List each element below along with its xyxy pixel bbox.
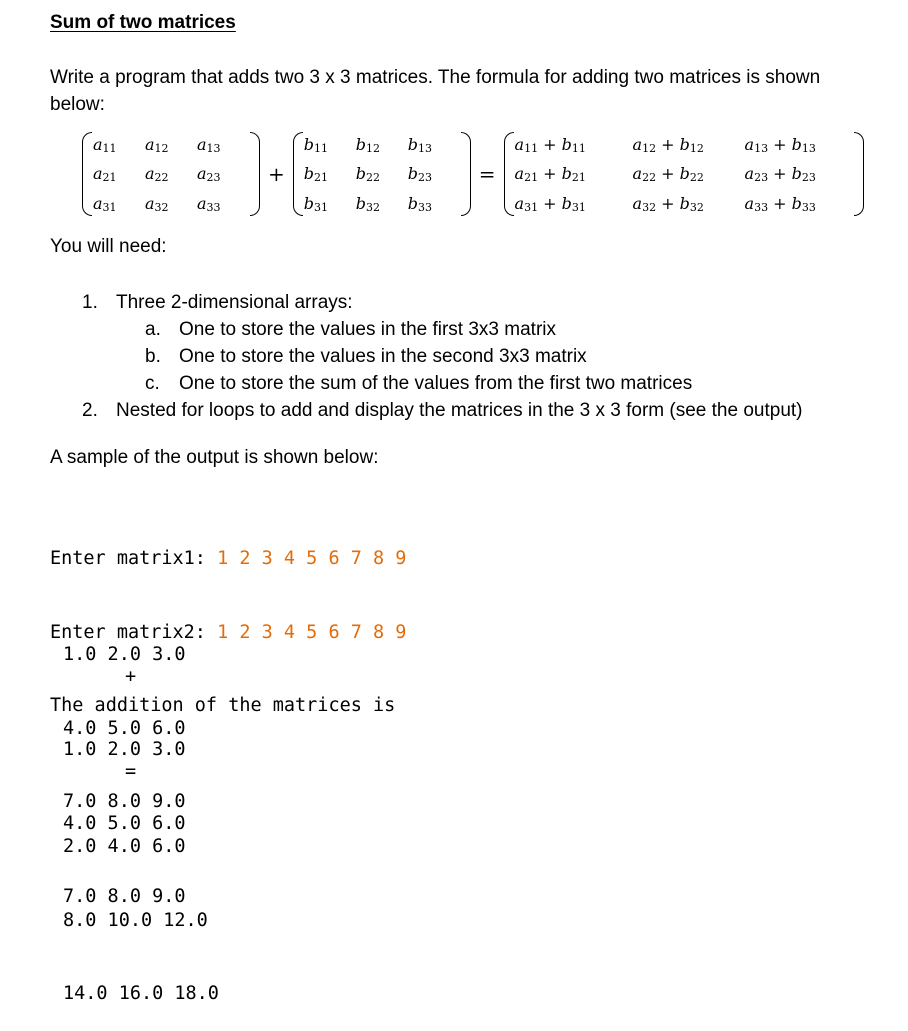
result-equals-sign: =: [125, 761, 137, 782]
matrix-element: $b_{32}$: [355, 193, 381, 214]
result-row: 1.0 2.0 3.0: [63, 644, 186, 665]
matrix-element: $b_{21}$: [303, 164, 329, 185]
matrix-element: $a_{32}$: [145, 193, 169, 214]
sub-list-item: [145, 370, 803, 397]
matrix-element: $b_{31}$: [303, 193, 329, 214]
sample-output-label: A sample of the output is shown below:: [50, 447, 379, 468]
matrix-element: $a_{33}$: [197, 193, 221, 214]
sum-matrix-element: $a_{11} + b_{11}$: [514, 135, 586, 156]
result-row: 7.0 8.0 9.0: [63, 886, 186, 907]
result-row: 8.0 10.0 12.0: [63, 909, 208, 931]
result-row: 2.0 4.0 6.0: [63, 836, 186, 857]
sub-list-letter: a.: [145, 319, 161, 340]
sum-matrix-element: $a_{31} + b_{31}$: [514, 193, 586, 214]
matrix-element: $b_{23}$: [407, 164, 433, 185]
result-sum-matrix: [63, 786, 219, 1031]
matrix-element: $a_{21}$: [93, 164, 117, 185]
result-plus-sign: +: [125, 666, 137, 687]
matrix-a: [82, 130, 260, 218]
sum-matrix-element: $a_{13} + b_{13}$: [744, 135, 816, 156]
sub-list-item: [145, 343, 803, 370]
result-row: 4.0 5.0 6.0: [63, 717, 186, 739]
matrix-element: $a_{23}$: [197, 164, 221, 185]
matrix-element: $a_{13}$: [197, 135, 221, 156]
result-row: 7.0 8.0 9.0: [63, 791, 186, 812]
result-row: 14.0 16.0 18.0: [63, 983, 219, 1004]
equals-operator: =: [478, 162, 496, 186]
plus-operator: +: [268, 162, 285, 186]
matrix-element: $a_{22}$: [145, 164, 169, 185]
sum-matrix-element: $a_{12} + b_{12}$: [632, 135, 704, 156]
console-line: The addition of the matrices is: [50, 695, 396, 716]
matrix-element: $b_{13}$: [407, 135, 433, 156]
sub-list-letter: c.: [145, 373, 160, 394]
list-item-text: Three 2-dimensional arrays:: [116, 292, 353, 313]
list-item: [82, 289, 803, 316]
need-label: You will need:: [50, 236, 167, 257]
matrix-element: $a_{12}$: [145, 135, 169, 156]
matrix-addition-formula: [82, 128, 864, 220]
requirements-list: [82, 289, 803, 424]
list-number: 1.: [82, 292, 98, 313]
sum-matrix-element: $a_{23} + b_{23}$: [744, 164, 816, 185]
result-row: 1.0 2.0 3.0: [63, 739, 186, 760]
matrix-element: $b_{12}$: [355, 135, 381, 156]
matrix-element: $b_{22}$: [355, 164, 381, 185]
intro-paragraph: Write a program that adds two 3 x 3 matrices. The formula for adding two matrices is shown below:: [50, 67, 821, 115]
matrix-element: $b_{11}$: [303, 135, 329, 156]
list-number: 2.: [82, 400, 98, 421]
sub-list-item: [145, 316, 803, 343]
sub-list-letter: b.: [145, 346, 161, 367]
page-title: Sum of two matrices: [50, 12, 236, 33]
console-prompt: Enter matrix1:: [50, 548, 218, 569]
sub-list: [82, 316, 803, 397]
sub-list-item-text: One to store the sum of the values from the first two matrices: [179, 373, 693, 394]
console-user-input: 1 2 3 4 5 6 7 8 9: [217, 548, 407, 569]
sum-matrix-element: $a_{22} + b_{22}$: [632, 164, 704, 185]
matrix-element: $b_{33}$: [407, 193, 433, 214]
console-prompt: Enter matrix2:: [50, 621, 218, 643]
list-item-text: Nested for loops to add and display the matrices in the 3 x 3 form (see the output): [116, 400, 803, 421]
sum-matrix-element: $a_{33} + b_{33}$: [744, 193, 816, 214]
result-row: 4.0 5.0 6.0: [63, 812, 186, 834]
sum-matrix-element: $a_{32} + b_{32}$: [632, 193, 704, 214]
console-line: [50, 547, 406, 572]
sum-matrix: [504, 130, 864, 218]
console-user-input: 1 2 3 4 5 6 7 8 9: [217, 621, 407, 643]
matrix-element: $a_{31}$: [93, 193, 117, 214]
sum-matrix-element: $a_{21} + b_{21}$: [514, 164, 586, 185]
matrix-element: $a_{11}$: [93, 135, 117, 156]
list-item: [82, 397, 803, 424]
sub-list-item-text: One to store the values in the first 3x3 matrix: [179, 319, 557, 340]
sub-list-item-text: One to store the values in the second 3x3 matrix: [179, 346, 587, 367]
matrix-b: [293, 130, 471, 218]
